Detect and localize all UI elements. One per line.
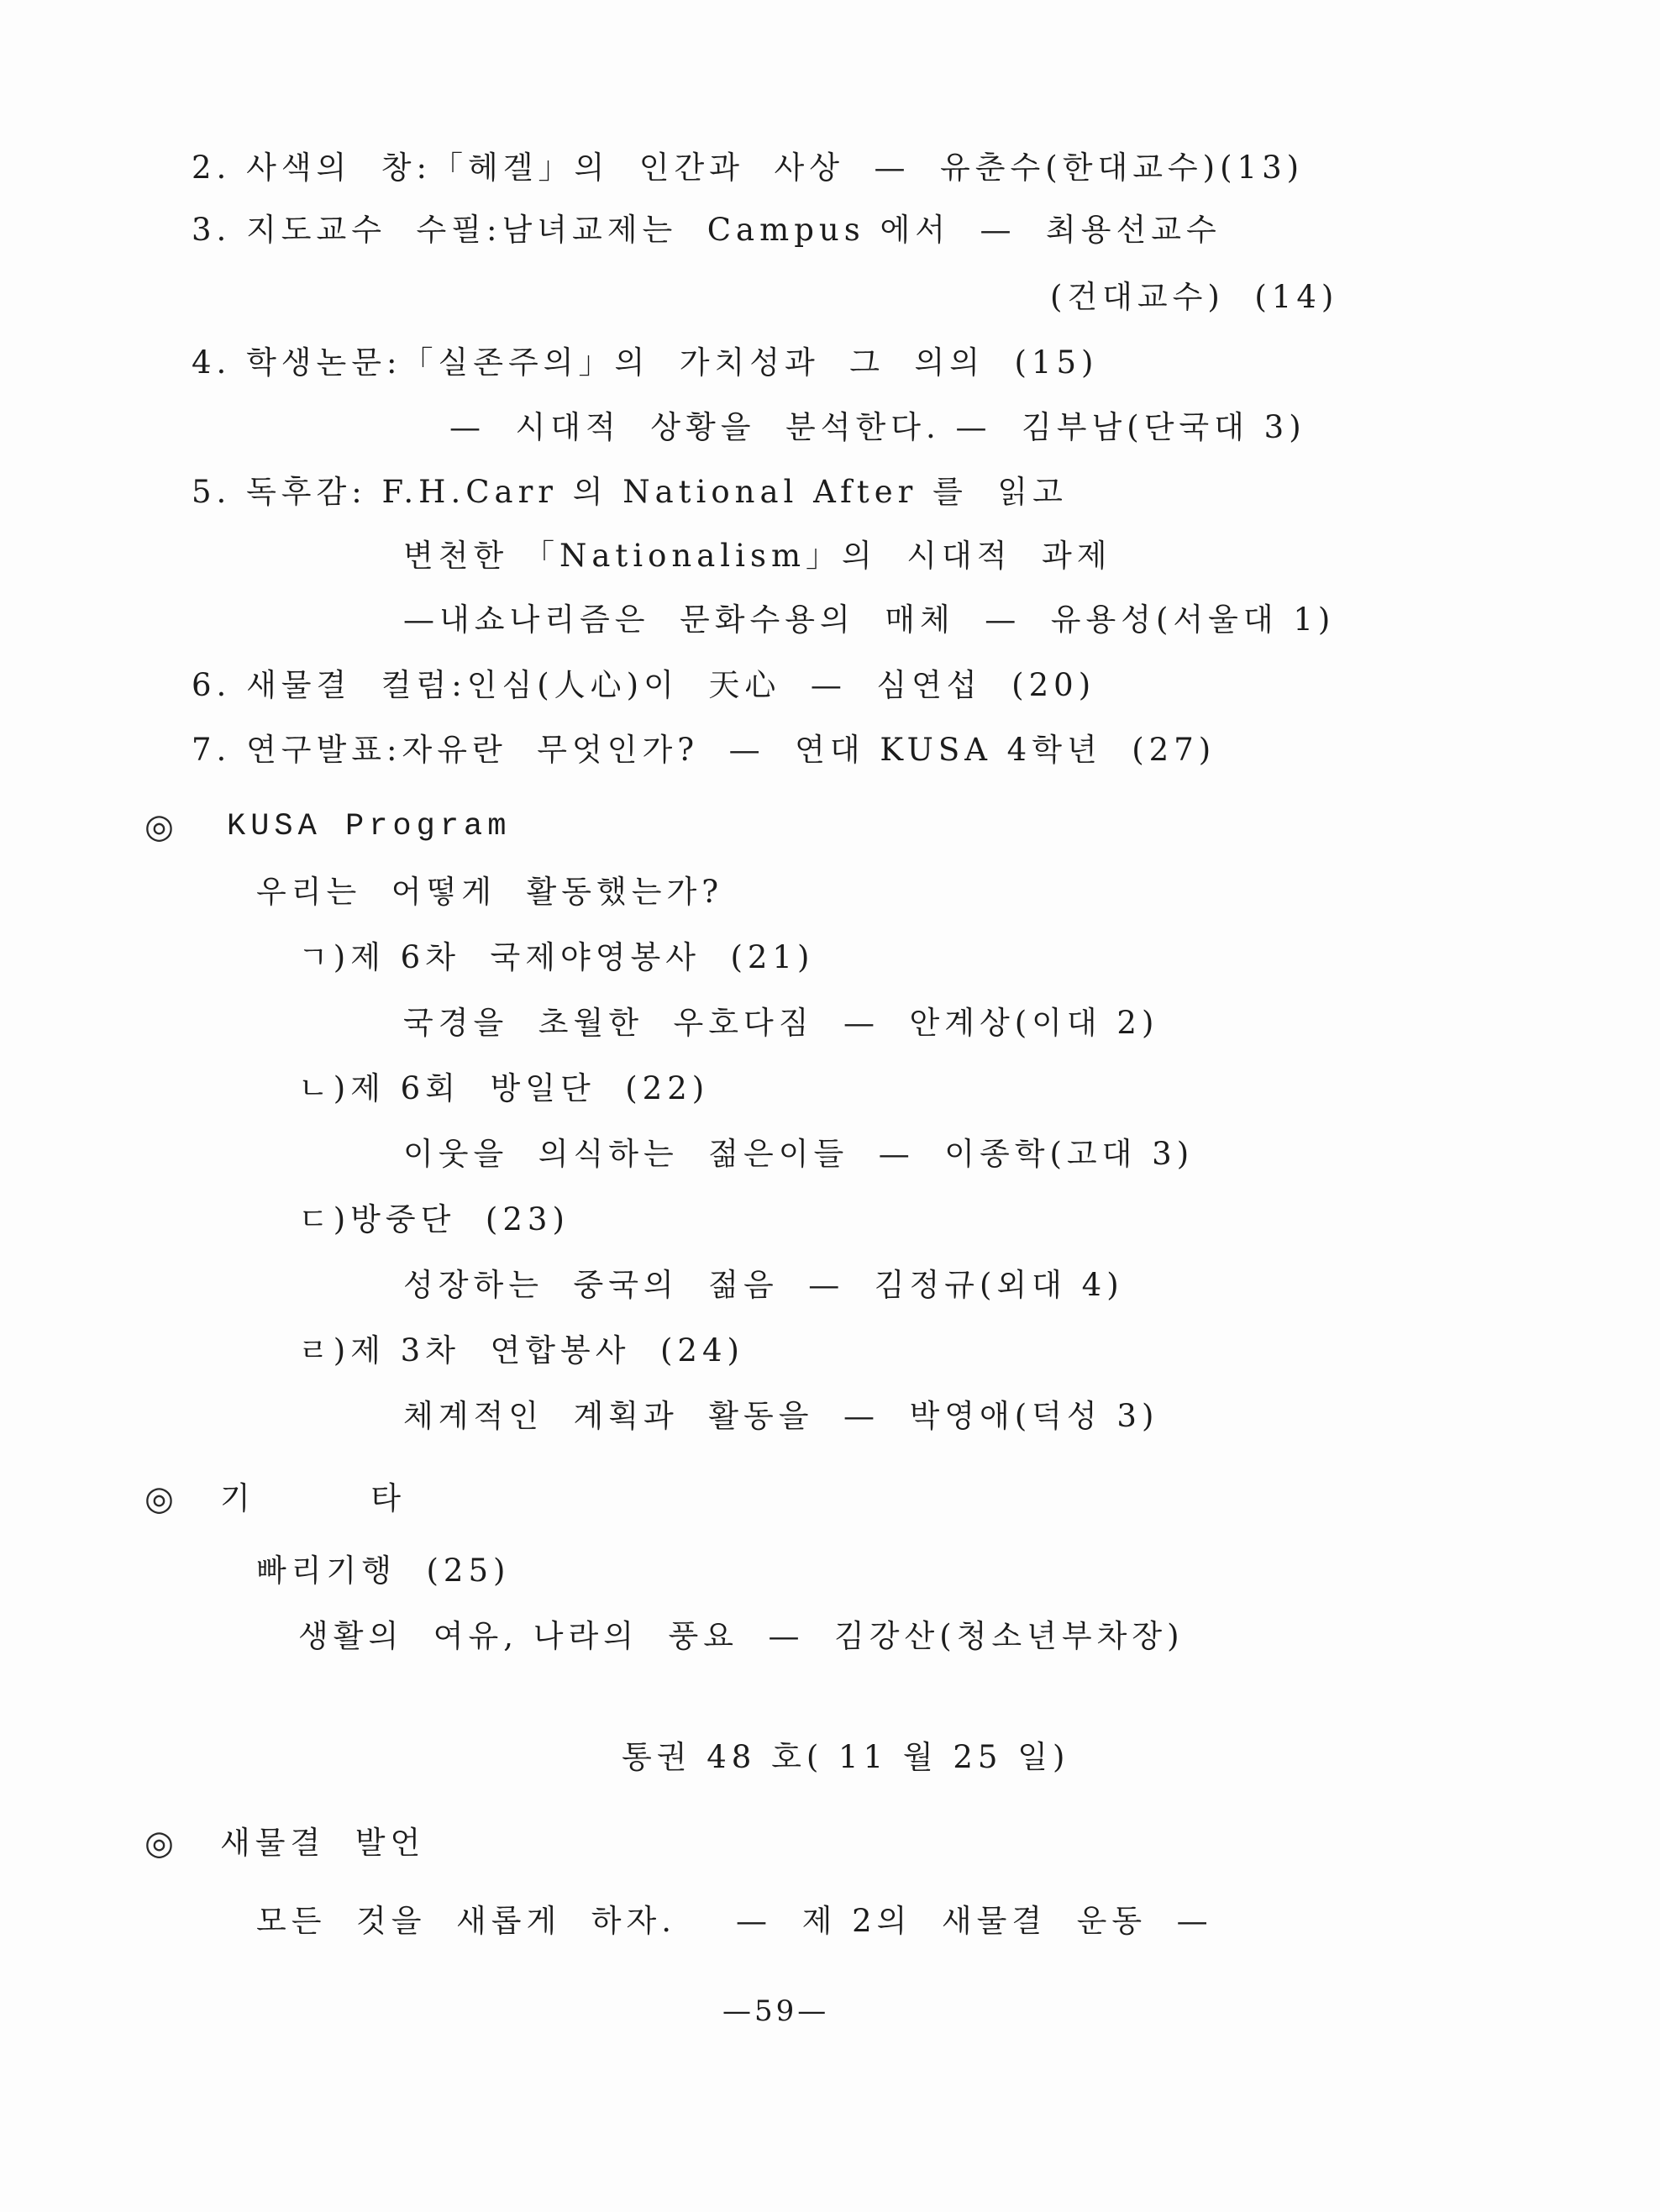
toc-sub-item-a: ㄱ)제 6차 국제야영봉사 (21)	[298, 939, 815, 975]
toc-sub-item-b: ㄴ)제 6회 방일단 (22)	[298, 1070, 710, 1106]
toc-sub-item-c: ㄷ)방중단 (23)	[298, 1201, 570, 1237]
toc-item-5: 5. 독후감: F.H.Carr 의 National After 를 읽고	[192, 474, 1068, 510]
toc-sub-item-b-cont: 이웃을 의식하는 젊은이들 — 이종학(고대 3)	[403, 1136, 1195, 1172]
toc-etc-item: 빠리기행 (25)	[256, 1553, 511, 1589]
section-subheading: 우리는 어떻게 활동했는가?	[256, 874, 724, 910]
toc-sub-item-a-cont: 국경을 초월한 우호다짐 — 안계상(이대 2)	[403, 1005, 1159, 1041]
bullet-icon: ◎	[144, 807, 174, 846]
toc-sub-item-d-cont: 체계적인 계획과 활동을 — 박영애(덕성 3)	[403, 1398, 1159, 1434]
section-heading-statement: 새물결 발언	[220, 1825, 426, 1861]
bullet-icon: ◎	[144, 1479, 174, 1518]
toc-item-5-cont-2: —내쇼나리즘은 문화수용의 매체 — 유용성(서울대 1)	[403, 602, 1336, 638]
toc-item-5-cont-1: 변천한 「Nationalism」의 시대적 과제	[403, 538, 1112, 574]
issue-heading: 통권 48 호( 11 월 25 일)	[622, 1739, 1070, 1775]
bullet-icon: ◎	[144, 1824, 174, 1863]
toc-item-4: 4. 학생논문:「실존주의」의 가치성과 그 의의 (15)	[192, 344, 1099, 381]
section-heading-etc: 기 타	[220, 1480, 435, 1516]
toc-item-6: 6. 새물결 컬럼:인심(人心)이 天心 — 심연섭 (20)	[192, 667, 1096, 703]
toc-item-3-cont: (건대교수) (14)	[1050, 279, 1339, 315]
statement-line: 모든 것을 새롭게 하자. — 제 2의 새물결 운동 —	[256, 1903, 1213, 1939]
toc-sub-item-d: ㄹ)제 3차 연합봉사 (24)	[298, 1332, 744, 1369]
toc-item-4-cont: — 시대적 상황을 분석한다. — 김부남(단국대 3)	[449, 409, 1306, 445]
toc-item-7: 7. 연구발표:자유란 무엇인가? — 연대 KUSA 4학년 (27)	[192, 732, 1216, 768]
toc-sub-item-c-cont: 성장하는 중국의 젊음 — 김정규(외대 4)	[403, 1267, 1124, 1303]
toc-item-2: 2. 사색의 창:「헤겔」의 인간과 사상 — 유춘수(한대교수)(13)	[192, 150, 1305, 186]
section-heading-kusa: KUSA Program	[227, 809, 512, 844]
page-number: —59—	[722, 1994, 830, 2028]
toc-etc-item-cont: 생활의 여유, 나라의 풍요 — 김강산(청소년부차장)	[298, 1618, 1185, 1654]
toc-item-3: 3. 지도교수 수필:남녀교제는 Campus 에서 — 최용선교수	[192, 212, 1221, 248]
